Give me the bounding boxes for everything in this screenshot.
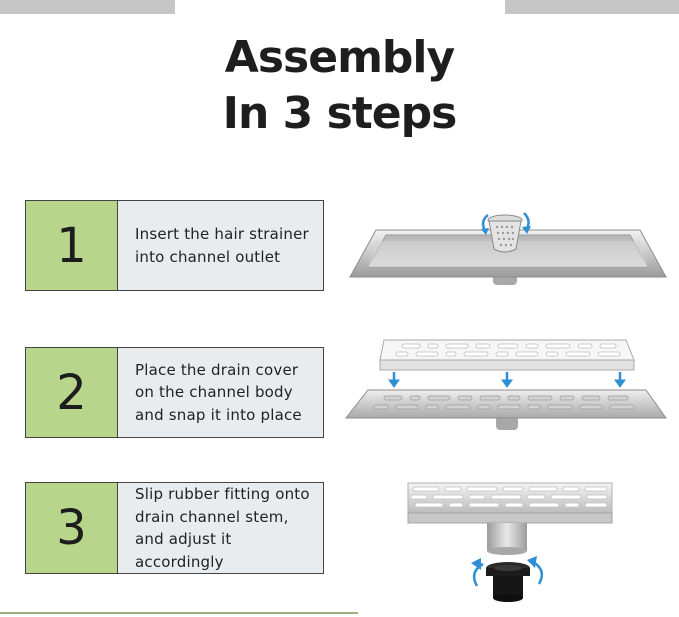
step-3-number: 3	[26, 483, 118, 573]
step-3-text: Slip rubber fitting onto drain channel stem, and adjust it accordingly	[135, 485, 310, 571]
step-2-text: Place the drain cover on the channel body and snap it into place	[135, 360, 302, 424]
drain-cover-snap-illustration	[344, 334, 670, 434]
step-2-number: 2	[26, 348, 118, 437]
top-bar-left	[0, 0, 175, 14]
top-bar-right	[505, 0, 679, 14]
rubber-fitting-illustration	[405, 478, 615, 608]
step-1-text: Insert the hair strainer into channel outlet	[135, 225, 309, 266]
heading-line-1: Assembly	[224, 32, 455, 83]
heading-line-2: In 3 steps	[222, 88, 457, 139]
drain-channel-strainer-illustration	[348, 205, 668, 295]
bottom-accent-line	[0, 612, 358, 614]
step-1-number: 1	[26, 201, 118, 290]
step-2-card	[25, 347, 324, 438]
step-1-card	[25, 200, 324, 291]
step-3-card	[25, 482, 324, 574]
